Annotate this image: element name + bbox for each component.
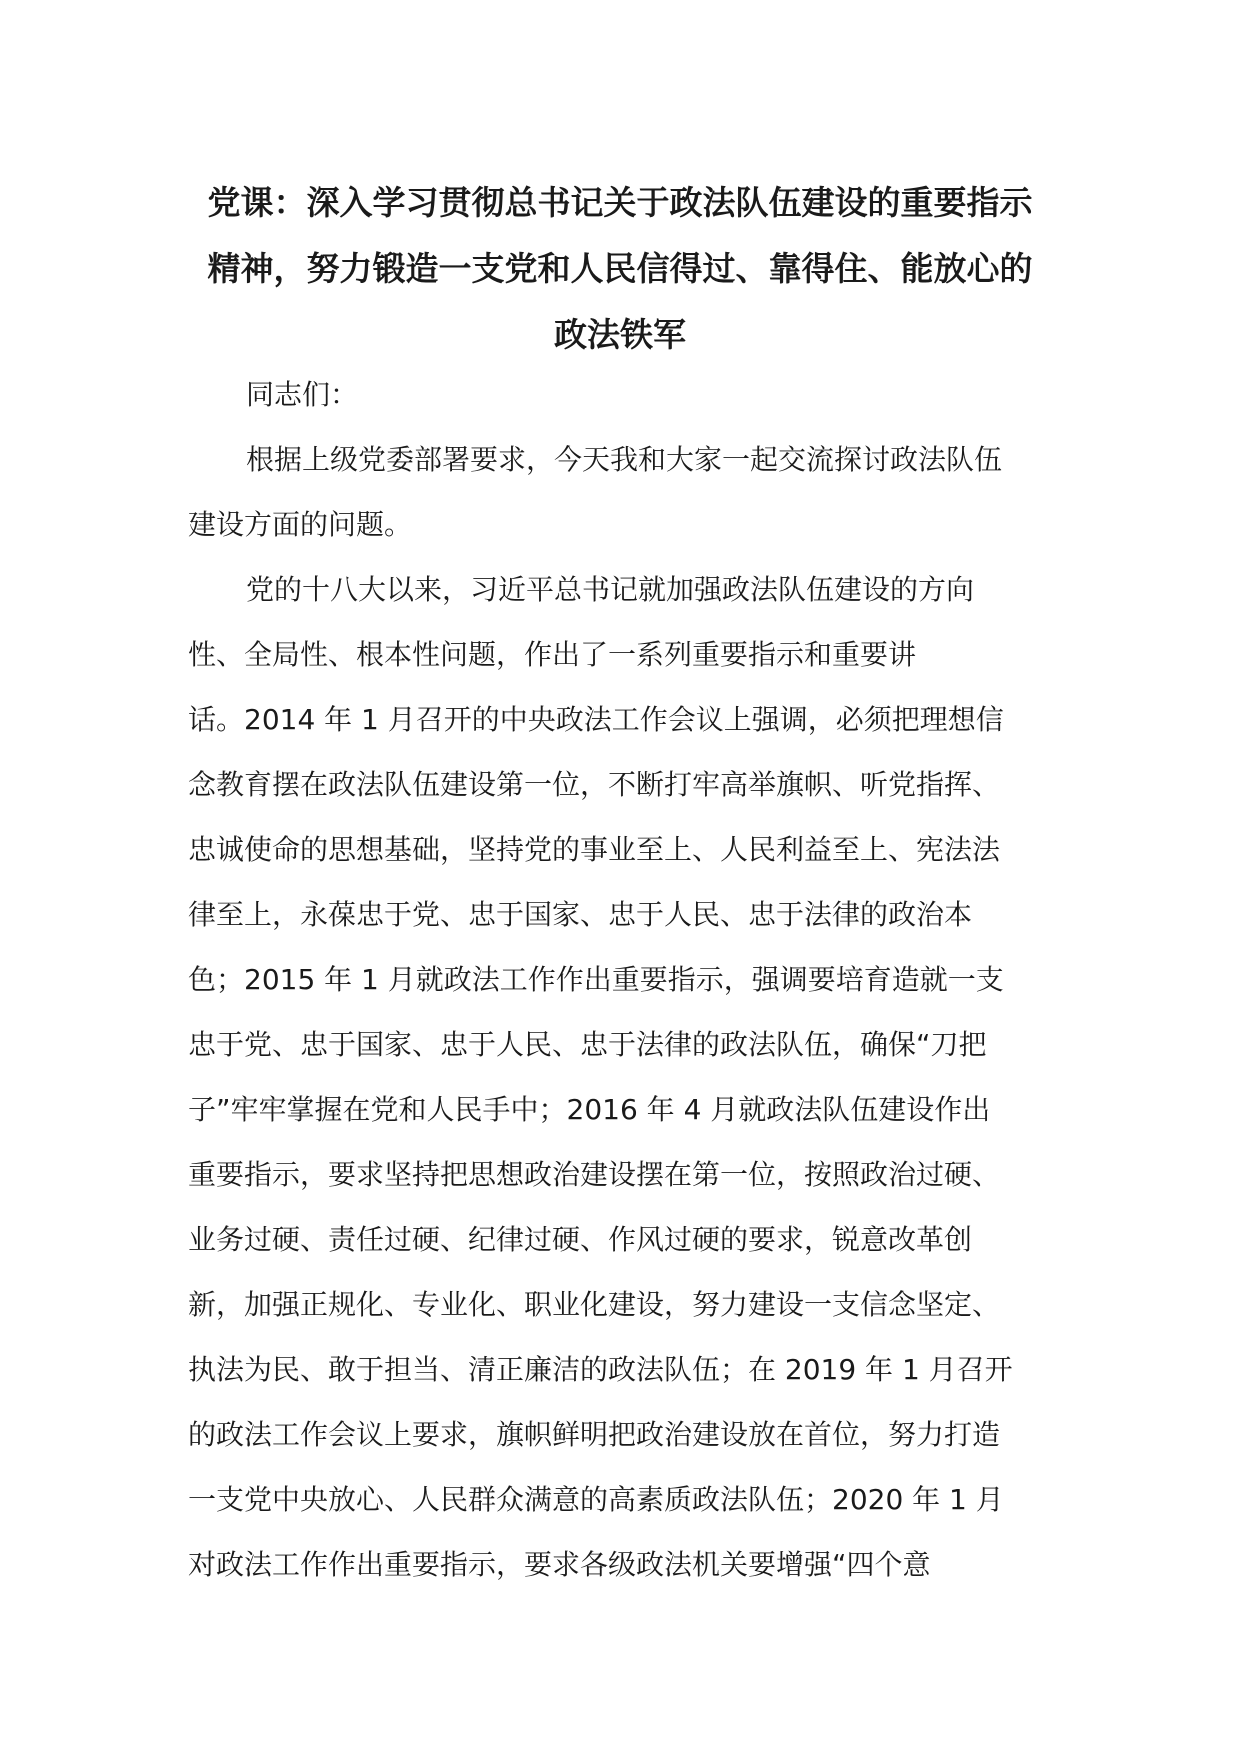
paragraph-2-line-2: 性、全局性、根本性问题，作出了一系列重要指示和重要讲 (188, 638, 917, 671)
paragraph-2-line-4: 念教育摆在政法队伍建设第一位，不断打牢高举旗帜、听党指挥、 (188, 768, 1001, 801)
title-line-1: 党课：深入学习贯彻总书记关于政法队伍建设的重要指示 (207, 183, 1033, 222)
paragraph-2-line-16: 对政法工作作出重要指示，要求各级政法机关要增强“四个意 (188, 1548, 931, 1581)
paragraph-1-line-1: 根据上级党委部署要求，今天我和大家一起交流探讨政法队伍 (246, 443, 1003, 476)
document-body (188, 362, 1048, 1597)
paragraph-1-line-2: 建设方面的问题。 (188, 508, 413, 541)
paragraph-2-line-13: 执法为民、敢于担当、清正廉洁的政法队伍；在 2019 年 1 月召开 (188, 1353, 1013, 1386)
salutation: 同志们： (246, 378, 359, 411)
title-line-3: 政法铁军 (554, 315, 686, 354)
paragraph-2-line-6: 律至上，永葆忠于党、忠于国家、忠于人民、忠于法律的政治本 (188, 898, 973, 931)
paragraph-2-line-11: 业务过硬、责任过硬、纪律过硬、作风过硬的要求，锐意改革创 (188, 1223, 973, 1256)
paragraph-2-line-14: 的政法工作会议上要求，旗帜鲜明把政治建设放在首位，努力打造 (188, 1418, 1001, 1451)
paragraph-2-line-7: 色；2015 年 1 月就政法工作作出重要指示，强调要培育造就一支 (188, 963, 1004, 996)
paragraph-2-line-1: 党的十八大以来，习近平总书记就加强政法队伍建设的方向 (246, 573, 975, 606)
paragraph-2-line-9: 子”牢牢掌握在党和人民手中；2016 年 4 月就政法队伍建设作出 (188, 1093, 991, 1126)
title-line-2: 精神，努力锻造一支党和人民信得过、靠得住、能放心的 (207, 249, 1033, 288)
paragraph-2-line-12: 新，加强正规化、专业化、职业化建设，努力建设一支信念坚定、 (188, 1288, 1001, 1321)
paragraph-2-line-5: 忠诚使命的思想基础，坚持党的事业至上、人民利益至上、宪法法 (188, 833, 1001, 866)
paragraph-2-line-8: 忠于党、忠于国家、忠于人民、忠于法律的政法队伍，确保“刀把 (188, 1028, 987, 1061)
paragraph-2-line-15: 一支党中央放心、人民群众满意的高素质政法队伍；2020 年 1 月 (188, 1483, 1004, 1516)
paragraph-2-line-3: 话。2014 年 1 月召开的中央政法工作会议上强调，必须把理想信 (188, 703, 1004, 736)
paragraph-2-line-10: 重要指示，要求坚持把思想政治建设摆在第一位，按照政治过硬、 (188, 1158, 1001, 1191)
document-title (190, 170, 1050, 368)
